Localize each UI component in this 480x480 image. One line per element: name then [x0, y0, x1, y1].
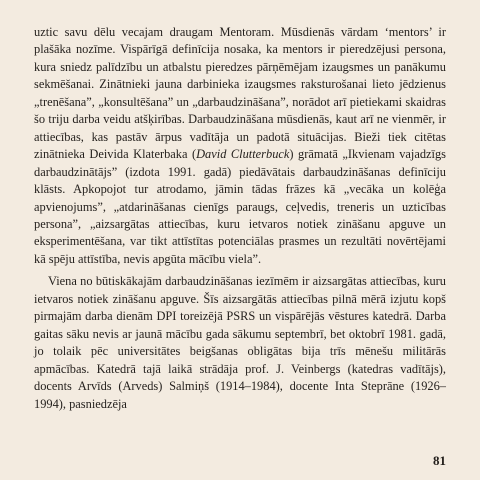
paragraph-1-text-a: uztic savu dēlu vecajam draugam Mentoram. Mūsdienās vārdam ‘mentors’ ir plašāka nozīme. Vispārīgā definīcija nosaka, ka mentors ir pieredzējusi persona, kura sniedz palīdzību un atbalstu pieredzes pārņēmējam izaugsmes un panākumu sekmēšanai. Zinātnieki jauna darbinieka izaugsmes raksturošanai lieto jēdzienus „trenēšana”, „konsultēšana” un „darbaudzināšana”, norādot arī pietiekami skaidras šo triju darba veidu atšķirības. Darbaudzināšana mūsdienās, kaut arī ne vienmēr, ir attiecības, kas pastāv ārpus vadītāja un padotā situācijas. Bieži tiek citētas zinātnieka Deivida Klaterbaka (: [34, 25, 446, 162]
paragraph-2-text: Viena no būtiskākajām darbaudzināšanas iezīmēm ir aizsargātas attiecības, kuru ietvaros notiek zināšanu apguve. Šīs aizsargātās attiecības pilnā mērā izjutu kopš pirmajām darba dienām DPI toreizējā PSRS un vispārējās vēstures katedrā. Darba gaitas sāku nevis ar jaunā mācību gada sākumu septembrī, bet oktobrī 1981. gadā, jo tolaik pēc universitātes beigšanas obligātas bija trīs mēnešu militārās apmācības. Katedrā tajā laikā strādāja prof. J. Veinbergs (katedras vadītājs), docents Arvīds (Arveds) Salmiņš (1914–1984), docente Inta Steprāne (1926–1994), pasniedzēja: [34, 274, 446, 411]
page-number: 81: [433, 453, 446, 468]
paragraph-1-text-b: ) grāmatā „Ikvienam vajadzīgs darbaudzinātājs” (izdota 1991. gadā) piedāvātais darbaudzināšanas definīciju klāsts. Apkopojot tur atrodamo, jāmin tādas frāzes kā „vecāka un kolēģa apvienojums”, „atdarināšanas cienīgs paraugs, ceļvedis, treneris un uzticības persona”, „aizsargātas attiecības, kuru ietvaros notiek zināšanu apguve un eksperimentēšana, var tikt attīstītas potenciālas prasmes un rezultāti novērtējami kā spēju attīstība, nevis apgūta mācību viela”.: [34, 147, 446, 266]
paragraph-1-author-name: David Clutterbuck: [196, 147, 290, 162]
document-page: [34, 24, 446, 413]
paragraph-2: [34, 273, 446, 413]
paragraph-1: [34, 24, 446, 268]
